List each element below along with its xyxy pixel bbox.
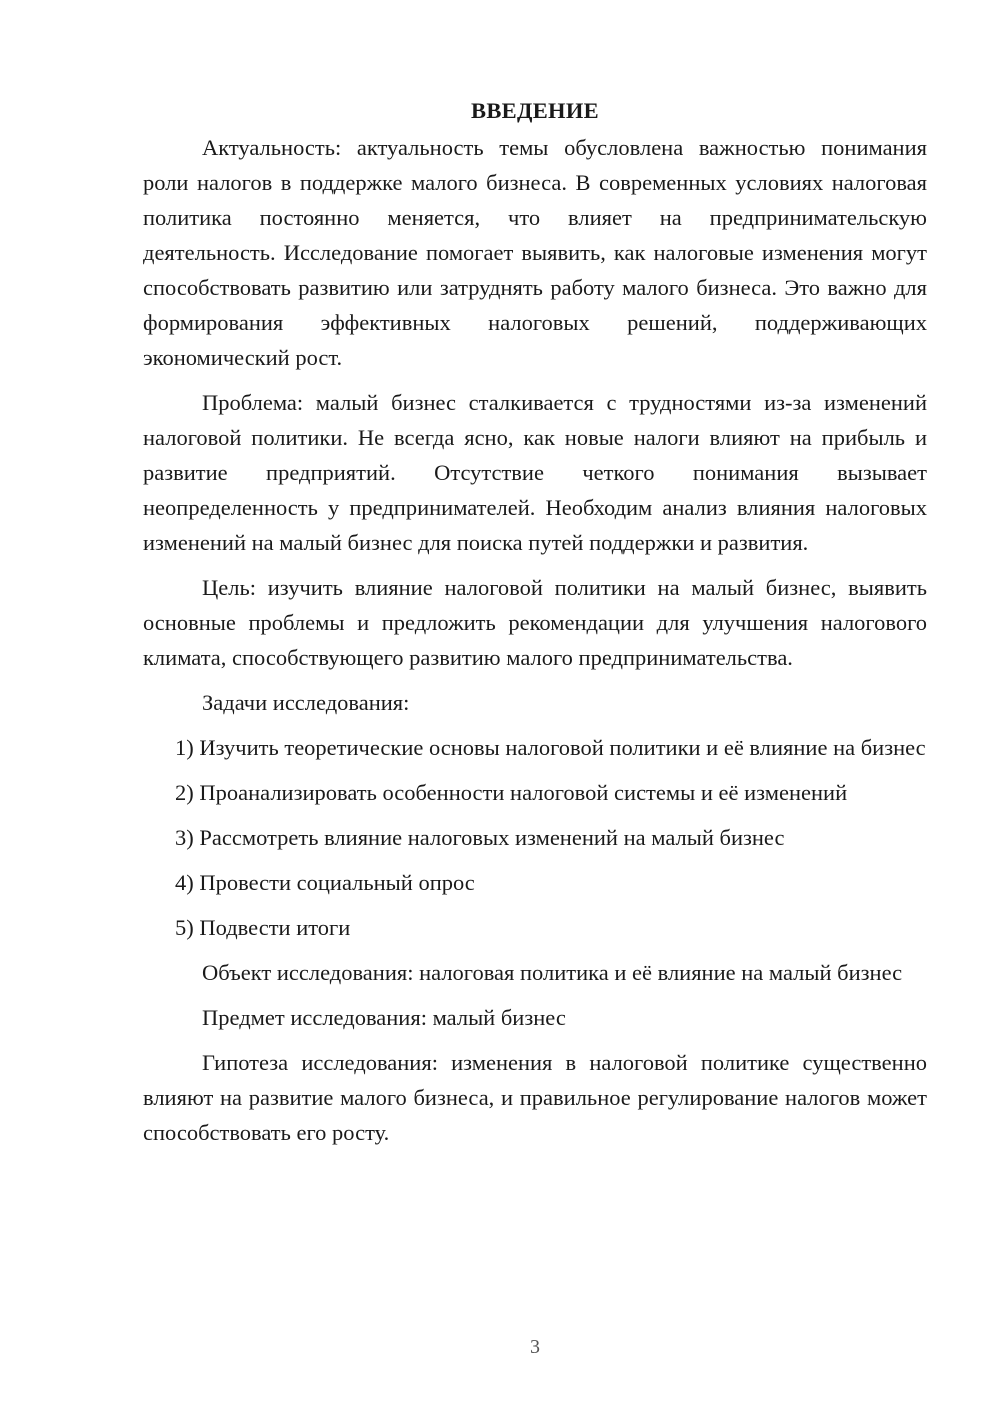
paragraph-goal: Цель: изучить влияние налоговой политики на малый бизнес, выявить основные проблемы и предложить рекомендации для улучшения налогового климата, способствующего развитию малого предпринимательства. bbox=[143, 575, 927, 670]
paragraph-relevance: Актуальность: актуальность темы обусловлена важностью понимания роли налогов в поддержке малого бизнеса. В современных условиях налоговая политика постоянно меняется, что влияет на предпринимательскую деятельность. Исследование помогает выявить, как налоговые изменения могут способствовать развитию или затруднять работу малого бизнеса. Это важно для формирования эффективных налоговых решений, поддерживающих экономический рост. bbox=[143, 135, 927, 370]
paragraph-subject: Предмет исследования: малый бизнес bbox=[202, 1005, 566, 1030]
task-item-3: 3) Рассмотреть влияние налоговых изменений на малый бизнес bbox=[175, 825, 785, 850]
task-item-4: 4) Провести социальный опрос bbox=[175, 870, 475, 895]
paragraph-object: Объект исследования: налоговая политика и её влияние на малый бизнес bbox=[202, 960, 903, 985]
tasks-heading: Задачи исследования: bbox=[202, 690, 410, 715]
task-item-2: 2) Проанализировать особенности налоговой системы и её изменений bbox=[175, 780, 848, 805]
task-item-5: 5) Подвести итоги bbox=[175, 915, 351, 940]
page-number: 3 bbox=[530, 1336, 540, 1358]
paragraph-problem: Проблема: малый бизнес сталкивается с трудностями из-за изменений налоговой политики. Не всегда ясно, как новые налоги влияют на прибыль и развитие предприятий. Отсутствие четкого понимания вызывает неопределенность у предпринимателей. Необходим анализ влияния налоговых изменений на малый бизнес для поиска путей поддержки и развития. bbox=[143, 390, 927, 555]
task-item-1: 1) Изучить теоретические основы налоговой политики и её влияние на бизнес bbox=[175, 735, 926, 760]
section-title: ВВЕДЕНИЕ bbox=[471, 98, 599, 123]
paragraph-hypothesis: Гипотеза исследования: изменения в налоговой политике существенно влияют на развитие малого бизнеса, и правильное регулирование налогов может способствовать его росту. bbox=[143, 1050, 927, 1145]
page-content bbox=[143, 93, 927, 1150]
